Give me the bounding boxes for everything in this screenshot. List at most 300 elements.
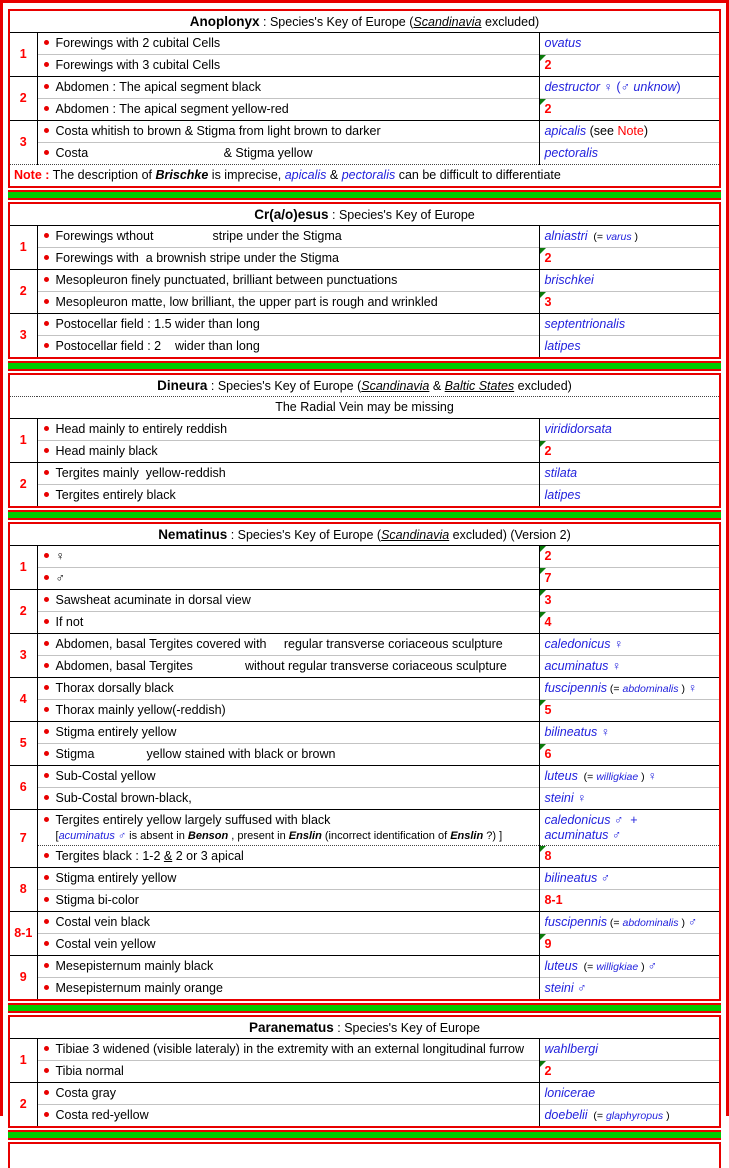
- ref-number: 2: [544, 444, 552, 458]
- result-cell: [540, 956, 720, 978]
- text-segment: Forewings with a brownish stripe under the Stigma: [55, 251, 339, 265]
- species-name: caledonicus: [544, 637, 611, 651]
- key-row: [9, 868, 720, 890]
- bullet-icon: [44, 1046, 49, 1051]
- text-segment: : Species's Key of Europe (: [227, 527, 382, 542]
- option-cell: [37, 121, 540, 143]
- comment-marker-icon: [540, 248, 546, 254]
- species-name: stilata: [544, 466, 578, 480]
- species-name: septentrionalis: [544, 317, 626, 331]
- option-cell: [37, 912, 540, 934]
- text-segment: Costa whitish to brown & Stigma from light brown to darker: [55, 124, 381, 138]
- result-cell: [540, 55, 720, 77]
- step-number: 2: [9, 1083, 37, 1128]
- text-segment: Sub-Costal yellow: [55, 769, 156, 783]
- region-name: Baltic States: [444, 378, 515, 393]
- option-cell: [37, 226, 540, 248]
- option-cell: [37, 612, 540, 634]
- result-cell: [540, 700, 720, 722]
- text-segment: The Radial Vein may be missing: [275, 400, 454, 414]
- ref-number: 6: [544, 747, 552, 761]
- text-segment: Stigma entirely yellow: [55, 871, 177, 885]
- synonym-name: willigkiae: [596, 960, 639, 973]
- text-segment: (Version 2): [506, 527, 571, 542]
- text-segment: Tergites entirely black: [55, 488, 176, 502]
- option-cell: [37, 463, 540, 485]
- result-cell: [540, 934, 720, 956]
- text-segment: : Species's Key of Europe: [333, 1020, 480, 1035]
- gender-symbol: ♀: [687, 680, 698, 695]
- key-table-cresus: [8, 202, 721, 359]
- bullet-icon: [44, 426, 49, 431]
- ref-number: 2: [544, 1064, 552, 1078]
- key-row: [9, 546, 720, 568]
- result-cell: [540, 336, 720, 359]
- option-cell: [37, 77, 540, 99]
- gender-symbol: ♂ +: [610, 812, 638, 827]
- bullet-icon: [44, 343, 49, 348]
- option-cell: [37, 292, 540, 314]
- step-number: 1: [9, 546, 37, 590]
- step-number: 1: [9, 33, 37, 77]
- option-cell: [37, 568, 540, 590]
- partial-next-table: [8, 1142, 721, 1168]
- synonym-paren: (=: [577, 960, 597, 973]
- result-cell: [540, 656, 720, 678]
- key-row: [9, 934, 720, 956]
- text-segment: Costal vein black: [55, 915, 150, 929]
- text-segment: : Species's Key of Europe (: [259, 14, 414, 29]
- species-name: ovatus: [544, 36, 582, 50]
- result-cell: [540, 546, 720, 568]
- key-row: [9, 810, 720, 846]
- step-number: 3: [9, 314, 37, 359]
- key-table-anoplonyx: [8, 9, 721, 188]
- key-row: [9, 143, 720, 165]
- species-name: bilineatus: [544, 725, 598, 739]
- result-cell: [540, 846, 720, 868]
- gender-symbol: ♂: [573, 981, 587, 995]
- note-ref: Note: [617, 124, 644, 138]
- text-segment: [: [55, 829, 59, 842]
- region-name: Scandinavia: [413, 14, 482, 29]
- text-segment: Tergites entirely yellow largely suffused with black: [55, 812, 331, 827]
- gender-symbol: ♀ (: [600, 80, 621, 94]
- species-name: steini: [544, 791, 574, 805]
- ref-number: 3: [544, 295, 552, 309]
- species-name: fuscipennis: [544, 680, 608, 695]
- section-title: [9, 1016, 720, 1039]
- option-cell: [37, 722, 540, 744]
- text-segment: &: [429, 378, 445, 393]
- text-segment: Costa red-yellow: [55, 1108, 149, 1122]
- key-row: [9, 744, 720, 766]
- option-cell: [37, 656, 540, 678]
- result-cell: [540, 1083, 720, 1105]
- key-row: [9, 722, 720, 744]
- region-name: Scandinavia: [361, 378, 430, 393]
- key-row: [9, 292, 720, 314]
- ref-number: 8-1: [544, 893, 563, 907]
- comment-marker-icon: [540, 612, 546, 618]
- key-row: [9, 441, 720, 463]
- synonym-paren: ): [663, 1109, 670, 1122]
- step-number: 7: [9, 810, 37, 868]
- bullet-icon: [44, 795, 49, 800]
- text-segment: is absent in: [126, 829, 188, 842]
- text-segment: &: [163, 849, 173, 863]
- option-cell: [37, 766, 540, 788]
- key-table-dineura: [8, 373, 721, 508]
- bullet-icon: [44, 985, 49, 990]
- author-name: Benson: [187, 829, 229, 842]
- species-name: virididorsata: [544, 422, 612, 436]
- author-name: Enslin: [288, 829, 322, 842]
- result-cell: [540, 143, 720, 165]
- text-segment: (incorrect identification of: [321, 829, 451, 842]
- bullet-icon: [44, 321, 49, 326]
- text-segment: The description of: [49, 168, 156, 182]
- species-name: doebelii: [544, 1107, 588, 1122]
- bullet-icon: [44, 277, 49, 282]
- option-cell: [37, 978, 540, 1001]
- result-cell: [540, 485, 720, 508]
- step-number: 2: [9, 270, 37, 314]
- key-row: [9, 612, 720, 634]
- step-number: 9: [9, 956, 37, 1001]
- ref-number: 7: [544, 571, 552, 585]
- result-cell: [540, 978, 720, 1001]
- synonym-name: abdominalis: [622, 916, 679, 929]
- result-cell: [540, 890, 720, 912]
- author-name: Enslin: [450, 829, 484, 842]
- key-row: [9, 314, 720, 336]
- option-cell: [37, 33, 540, 55]
- bullet-icon: [44, 62, 49, 67]
- text-segment: ♀: [55, 549, 65, 563]
- text-segment: Stigma entirely yellow: [55, 725, 177, 739]
- result-cell: [540, 314, 720, 336]
- result-cell: [540, 590, 720, 612]
- species-name: apicalis: [284, 168, 327, 182]
- option-cell: [37, 590, 540, 612]
- option-cell: [37, 419, 540, 441]
- option-note-line: [42, 828, 536, 843]
- gender-symbol: ♀: [647, 768, 657, 783]
- species-name: latipes: [544, 488, 581, 502]
- text-segment: Costal vein yellow: [55, 937, 156, 951]
- gender-symbol: ): [676, 80, 681, 94]
- text-segment: Mesopleuron finely punctuated, brilliant between punctuations: [55, 273, 398, 287]
- text-segment: Forewings with 3 cubital Cells: [55, 58, 221, 72]
- option-cell: [37, 270, 540, 292]
- section-title: [9, 203, 720, 226]
- option-cell: [37, 634, 540, 656]
- text-segment: Postocellar field : 1.5 wider than long: [55, 317, 260, 331]
- key-row: [9, 634, 720, 656]
- gender-symbol: ♀: [610, 637, 624, 651]
- text-segment: ): [643, 124, 649, 138]
- bullet-icon: [44, 663, 49, 668]
- option-cell: [37, 788, 540, 810]
- text-segment: Stigma bi-color: [55, 893, 139, 907]
- text-segment: 2 or 3 apical: [172, 849, 244, 863]
- text-segment: Abdomen, basal Tergites without regular transverse coriaceous sculpture: [55, 659, 507, 673]
- bullet-icon: [44, 941, 49, 946]
- ref-number: 2: [544, 251, 552, 265]
- bullet-icon: [44, 919, 49, 924]
- option-cell: [37, 890, 540, 912]
- key-row: [9, 336, 720, 359]
- ref-number: 5: [544, 703, 552, 717]
- bullet-icon: [44, 619, 49, 624]
- text-segment: Postocellar field : 2 wider than long: [55, 339, 260, 353]
- key-row: [9, 463, 720, 485]
- option-cell: [37, 143, 540, 165]
- key-row: [9, 1105, 720, 1128]
- synonym-paren: ): [678, 682, 688, 695]
- section-separator: [8, 190, 721, 200]
- comment-marker-icon: [540, 700, 546, 706]
- result-cell: [540, 868, 720, 890]
- option-cell: [37, 99, 540, 121]
- genus-name: Nematinus: [158, 526, 228, 542]
- step-number: 5: [9, 722, 37, 766]
- option-cell: [37, 441, 540, 463]
- synonym-paren: ): [678, 916, 688, 929]
- result-cell: [540, 634, 720, 656]
- option-cell: [37, 956, 540, 978]
- species-name: latipes: [544, 339, 581, 353]
- key-table-paranematus: [8, 1015, 721, 1128]
- species-name: steini: [544, 981, 574, 995]
- species-name: wahlbergi: [544, 1042, 598, 1056]
- note-label: Note :: [14, 168, 50, 182]
- bullet-icon: [44, 106, 49, 111]
- option-cell: [37, 678, 540, 700]
- bullet-icon: [44, 707, 49, 712]
- result-cell: [540, 99, 720, 121]
- key-row: [9, 766, 720, 788]
- section-title: [9, 10, 720, 33]
- synonym-paren: (=: [607, 682, 623, 695]
- text-segment: can be difficult to differentiate: [395, 168, 561, 182]
- text-segment: excluded): [449, 527, 507, 542]
- option-cell: [37, 1105, 540, 1128]
- ref-number: 2: [544, 549, 552, 563]
- comment-marker-icon: [540, 568, 546, 574]
- key-row: [9, 121, 720, 143]
- key-row: [9, 788, 720, 810]
- comment-marker-icon: [540, 99, 546, 105]
- ref-number: 2: [544, 58, 552, 72]
- key-row: [9, 419, 720, 441]
- step-number: 2: [9, 463, 37, 508]
- bullet-icon: [44, 963, 49, 968]
- text-segment: Thorax mainly yellow(-reddish): [55, 703, 226, 717]
- result-cell: [540, 292, 720, 314]
- bullet-icon: [44, 1068, 49, 1073]
- option-cell: [37, 846, 540, 868]
- text-segment: Stigma yellow stained with black or brown: [55, 747, 336, 761]
- result-cell: [540, 810, 720, 846]
- text-segment: : Species's Key of Europe (: [207, 378, 362, 393]
- text-segment: Forewings wthout stripe under the Stigma: [55, 229, 342, 243]
- gender-symbol: ♂: [608, 827, 622, 842]
- bullet-icon: [44, 1090, 49, 1095]
- result-cell: [540, 722, 720, 744]
- species-name: acuminatus: [544, 827, 609, 842]
- key-row: [9, 77, 720, 99]
- step-number: 3: [9, 121, 37, 165]
- gender-symbol: ♀: [608, 659, 622, 673]
- result-cell: [540, 121, 720, 143]
- bullet-icon: [44, 150, 49, 155]
- species-name: acuminatus ♂: [58, 829, 127, 842]
- key-row: [9, 890, 720, 912]
- genus-name: Paranematus: [248, 1019, 334, 1035]
- result-cell: [540, 678, 720, 700]
- step-number: 2: [9, 590, 37, 634]
- bullet-icon: [44, 470, 49, 475]
- synonym-name: abdominalis: [622, 682, 679, 695]
- ref-number: 2: [544, 102, 552, 116]
- bullet-icon: [44, 773, 49, 778]
- gender-symbol: ♂: [687, 914, 698, 929]
- key-row: [9, 270, 720, 292]
- ref-number: 9: [544, 937, 552, 951]
- key-row: [9, 978, 720, 1001]
- species-name: bilineatus: [544, 871, 598, 885]
- text-segment: Costa gray: [55, 1086, 116, 1100]
- option-cell: [37, 336, 540, 359]
- result-cell: [540, 612, 720, 634]
- synonym-paren: (=: [587, 1109, 606, 1122]
- key-row: [9, 1061, 720, 1083]
- bullet-icon: [44, 751, 49, 756]
- species-name: luteus: [544, 958, 578, 973]
- text-segment: Mesopleuron matte, low brilliant, the upper part is rough and wrinkled: [55, 295, 438, 309]
- option-cell: [37, 546, 540, 568]
- option-cell: [37, 700, 540, 722]
- species-name: fuscipennis: [544, 914, 608, 929]
- result-cell: [540, 912, 720, 934]
- result-cell: [540, 463, 720, 485]
- text-segment: : Species's Key of Europe: [328, 207, 475, 222]
- step-number: 8-1: [9, 912, 37, 956]
- gender-symbol: ♂: [647, 958, 657, 973]
- step-number: 4: [9, 678, 37, 722]
- key-row: [9, 1083, 720, 1105]
- result-cell: [540, 1105, 720, 1128]
- bullet-icon: [44, 448, 49, 453]
- key-row: [9, 700, 720, 722]
- synonym-paren: ): [638, 770, 648, 783]
- key-row: [9, 226, 720, 248]
- option-cell: [37, 744, 540, 766]
- comment-marker-icon: [540, 1061, 546, 1067]
- comment-marker-icon: [540, 744, 546, 750]
- text-segment: &: [326, 168, 342, 182]
- text-segment: excluded): [514, 378, 572, 393]
- synonym-paren: (=: [577, 770, 597, 783]
- step-number: 3: [9, 634, 37, 678]
- text-segment: Tergites mainly yellow-reddish: [55, 466, 226, 480]
- bullet-icon: [44, 685, 49, 690]
- gender-symbol: ♀: [597, 725, 611, 739]
- section-separator: [8, 1130, 721, 1140]
- bullet-icon: [44, 641, 49, 646]
- bullet-icon: [44, 553, 49, 558]
- species-name: lonicerae: [544, 1086, 596, 1100]
- section-separator: [8, 510, 721, 520]
- step-number: 1: [9, 1039, 37, 1083]
- result-cell: [540, 248, 720, 270]
- text-segment: If not: [55, 615, 84, 629]
- key-row: [9, 590, 720, 612]
- key-row: [9, 846, 720, 868]
- bullet-icon: [44, 255, 49, 260]
- option-cell: [37, 810, 540, 846]
- species-name: acuminatus: [544, 659, 609, 673]
- step-number: 1: [9, 419, 37, 463]
- key-row: [9, 55, 720, 77]
- step-number: 1: [9, 226, 37, 270]
- option-cell: [37, 1039, 540, 1061]
- genus-name: Cr(a/o)esus: [254, 206, 329, 222]
- option-cell: [37, 868, 540, 890]
- key-row: [9, 678, 720, 700]
- key-row: [9, 248, 720, 270]
- result-cell: [540, 744, 720, 766]
- section-title: [9, 374, 720, 397]
- text-segment: Head mainly to entirely reddish: [55, 422, 228, 436]
- section-title: [9, 523, 720, 546]
- text-segment: Sub-Costal brown-black,: [55, 791, 192, 805]
- text-segment: Sawsheat acuminate in dorsal view: [55, 593, 251, 607]
- result-cell: [540, 568, 720, 590]
- text-segment: (see: [586, 124, 618, 138]
- comment-marker-icon: [540, 546, 546, 552]
- result-cell: [540, 766, 720, 788]
- genus-name: Dineura: [157, 377, 208, 393]
- bullet-icon: [44, 233, 49, 238]
- result-cell: [540, 1039, 720, 1061]
- comment-marker-icon: [540, 934, 546, 940]
- bullet-icon: [44, 84, 49, 89]
- text-segment: , present in: [228, 829, 289, 842]
- key-row: [9, 1039, 720, 1061]
- bullet-icon: [44, 875, 49, 880]
- synonym-name: glaphyropus: [605, 1109, 664, 1122]
- text-segment: Abdomen, basal Tergites covered with regular transverse coriaceous sculpture: [55, 637, 503, 651]
- text-segment: Costa & Stigma yellow: [55, 146, 313, 160]
- text-segment: Forewings with 2 cubital Cells: [55, 36, 221, 50]
- bullet-icon: [44, 128, 49, 133]
- document-body: [8, 9, 721, 1168]
- text-segment: excluded): [481, 14, 540, 29]
- text-segment: Tibiae 3 widened (visible lateraly) in the extremity with an external longitudinal furrow: [55, 1042, 525, 1056]
- species-name: caledonicus: [544, 812, 611, 827]
- key-row: [9, 485, 720, 508]
- gender-symbol: ♀: [573, 791, 587, 805]
- key-row: [9, 912, 720, 934]
- ref-number: 8: [544, 849, 552, 863]
- key-table-nematinus: [8, 522, 721, 1001]
- option-cell: [37, 1083, 540, 1105]
- bullet-icon: [44, 40, 49, 45]
- text-segment: is imprecise,: [208, 168, 285, 182]
